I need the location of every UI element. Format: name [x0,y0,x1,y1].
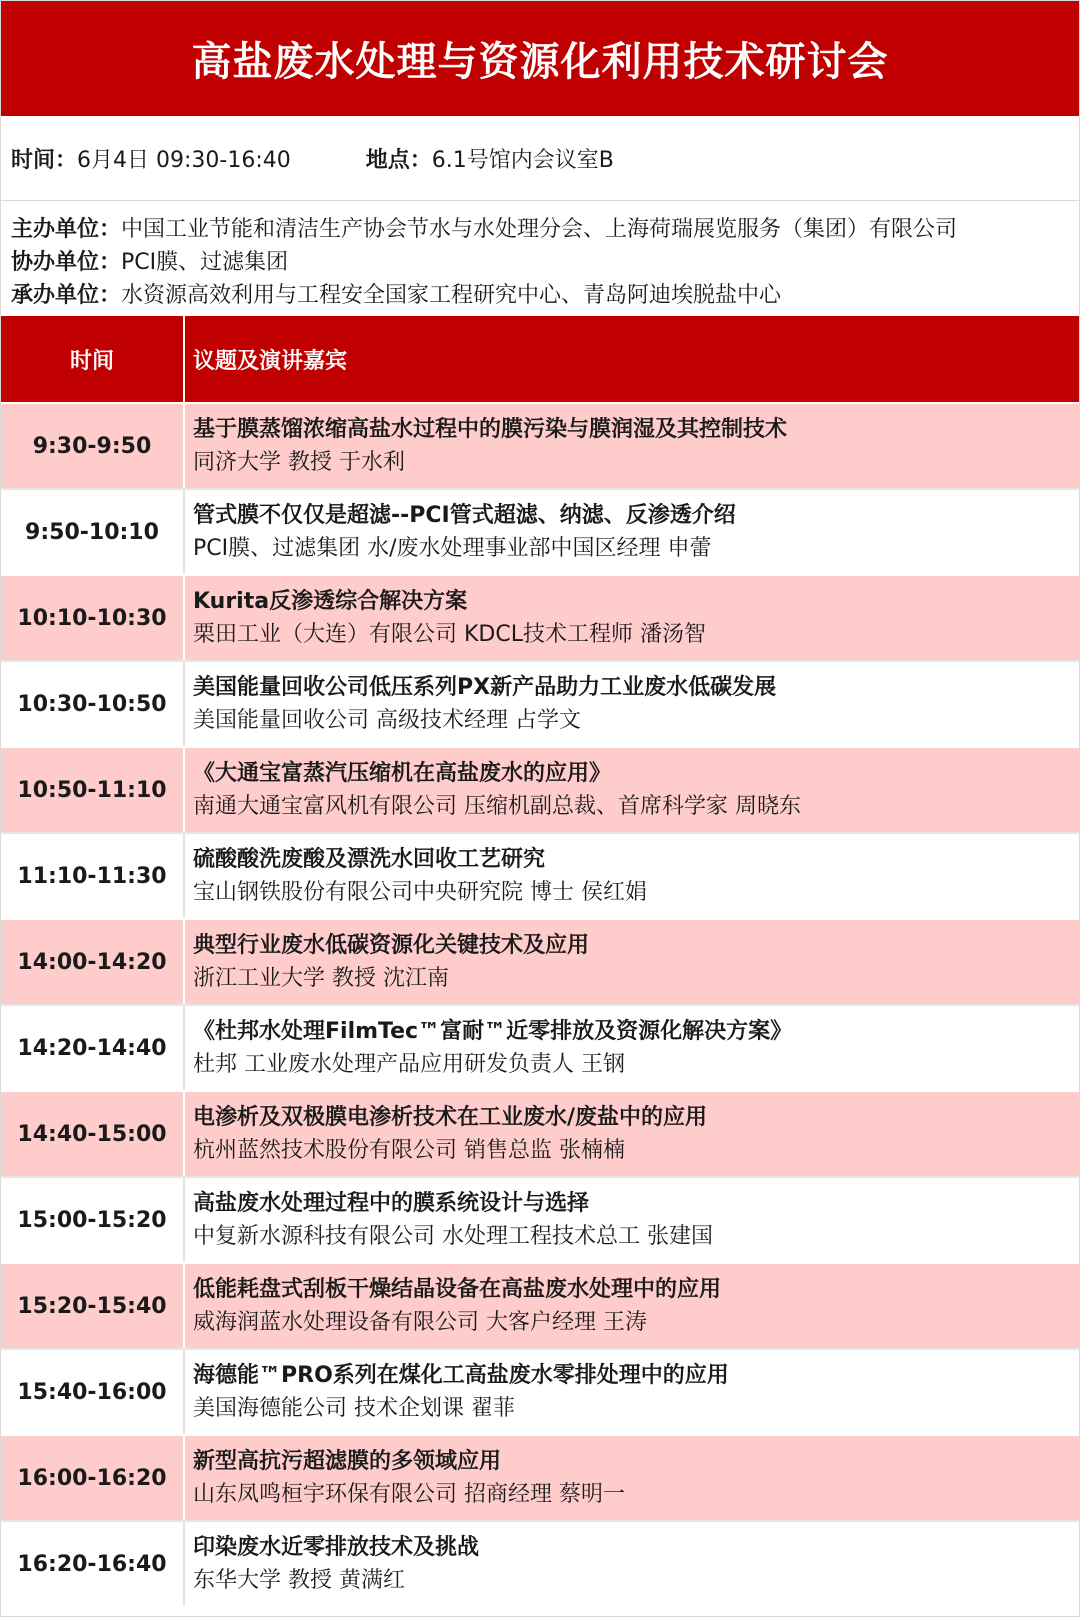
row-speaker: 山东凤鸣桓宇环保有限公司 招商经理 蔡明一 [193,1482,625,1507]
row-topic: 低能耗盘式刮板干燥结晶设备在高盐废水处理中的应用 [193,1277,722,1302]
org-value: PCI膜、过滤集团 [121,250,289,275]
org-label: 承办单位： [11,283,122,308]
time-label: 时间： [11,147,78,173]
table-row [1,832,1079,918]
row-speaker: 美国能量回收公司 高级技术经理 占学文 [193,708,581,733]
row-topic: 印染废水近零排放技术及挑战 [193,1535,480,1560]
table-row [1,1090,1079,1176]
title-bar [1,1,1079,116]
row-topic: 美国能量回收公司低压系列PX新产品助力工业废水低碳发展 [193,675,777,700]
row-speaker: 宝山钢铁股份有限公司中央研究院 博士 侯红娟 [193,880,647,905]
row-content [185,748,1079,832]
row-content [185,1264,1079,1348]
org-value: 中国工业节能和清洁生产协会节水与水处理分会、上海荷瑞展览服务（集团）有限公司 [121,217,958,242]
table-header [1,316,1079,402]
row-topic: 硫酸酸洗废酸及漂洗水回收工艺研究 [193,847,546,872]
table-row [1,488,1079,574]
row-speaker: 浙江工业大学 教授 沈江南 [193,966,449,991]
row-content [185,1436,1079,1520]
place-label: 地点： [365,147,432,173]
row-speaker: 栗田工业（大连）有限公司 KDCL技术工程师 潘汤智 [193,622,706,647]
row-time: 14:20-14:40 [1,1006,185,1090]
row-time: 14:00-14:20 [1,920,185,1004]
row-speaker: 美国海德能公司 技术企划课 翟菲 [193,1396,515,1421]
row-speaker: 威海润蓝水处理设备有限公司 大客户经理 王涛 [193,1310,647,1335]
agenda-table [1,316,1079,1606]
organizer-host [11,213,1079,246]
table-row [1,574,1079,660]
event-info [1,116,1079,201]
row-speaker: 杭州蓝然技术股份有限公司 销售总监 张楠楠 [193,1138,625,1163]
table-row [1,746,1079,832]
row-time: 15:40-16:00 [1,1350,185,1434]
row-content [185,490,1079,574]
row-speaker: 中复新水源科技有限公司 水处理工程技术总工 张建国 [193,1224,713,1249]
row-content [185,404,1079,488]
row-time: 11:10-11:30 [1,834,185,918]
row-time: 9:30-9:50 [1,404,185,488]
organizer-undertaker [11,279,1079,312]
table-row [1,1004,1079,1090]
table-row [1,1176,1079,1262]
row-topic: 海德能™PRO系列在煤化工高盐废水零排处理中的应用 [193,1363,729,1388]
org-label: 协办单位： [11,250,122,275]
table-row [1,918,1079,1004]
row-topic: 基于膜蒸馏浓缩高盐水过程中的膜污染与膜润湿及其控制技术 [193,417,788,442]
row-topic: 新型高抗污超滤膜的多领域应用 [193,1449,502,1474]
row-time: 15:00-15:20 [1,1178,185,1262]
page-title: 高盐废水处理与资源化利用技术研讨会 [191,39,889,85]
row-content [185,1006,1079,1090]
table-row [1,1262,1079,1348]
row-time: 10:30-10:50 [1,662,185,746]
row-time: 10:50-11:10 [1,748,185,832]
place-info [366,143,614,174]
row-topic: 《杜邦水处理FilmTec™富耐™近零排放及资源化解决方案》 [193,1019,793,1044]
row-speaker: PCI膜、过滤集团 水/废水处理事业部中国区经理 申蕾 [193,536,712,561]
org-label: 主办单位： [11,217,122,242]
row-speaker: 同济大学 教授 于水利 [193,450,405,475]
row-time: 9:50-10:10 [1,490,185,574]
row-speaker: 杜邦 工业废水处理产品应用研发负责人 王钢 [193,1052,625,1077]
row-time: 16:20-16:40 [1,1522,185,1606]
row-content [185,1092,1079,1176]
row-speaker: 东华大学 教授 黄满红 [193,1568,405,1593]
row-time: 16:00-16:20 [1,1436,185,1520]
row-topic: 管式膜不仅仅是超滤--PCI管式超滤、纳滤、反渗透介绍 [193,503,736,528]
place-value: 6.1号馆内会议室B [431,147,614,173]
table-row [1,402,1079,488]
row-speaker: 南通大通宝富风机有限公司 压缩机副总裁、首席科学家 周晓东 [193,794,801,819]
row-content [185,662,1079,746]
row-topic: Kurita反渗透综合解决方案 [193,589,468,614]
row-time: 10:10-10:30 [1,576,185,660]
row-topic: 电渗析及双极膜电渗析技术在工业废水/废盐中的应用 [193,1105,708,1130]
table-row [1,1348,1079,1434]
org-value: 水资源高效利用与工程安全国家工程研究中心、青岛阿迪埃脱盐中心 [121,283,782,308]
row-topic: 《大通宝富蒸汽压缩机在高盐废水的应用》 [193,761,612,786]
row-content [185,834,1079,918]
row-time: 15:20-15:40 [1,1264,185,1348]
row-content [185,1350,1079,1434]
header-topic: 议题及演讲嘉宾 [193,348,348,374]
header-time: 时间 [1,316,185,402]
row-content [185,576,1079,660]
row-content [185,920,1079,1004]
table-row [1,660,1079,746]
row-topic: 典型行业废水低碳资源化关键技术及应用 [193,933,590,958]
table-row [1,1520,1079,1606]
row-topic: 高盐废水处理过程中的膜系统设计与选择 [193,1191,590,1216]
row-content [185,1522,1079,1606]
row-content [185,1178,1079,1262]
organizers [1,201,1079,316]
table-row [1,1434,1079,1520]
organizer-co [11,246,1079,279]
time-info [11,143,291,174]
row-time: 14:40-15:00 [1,1092,185,1176]
time-value: 6月4日 09:30-16:40 [77,147,291,173]
